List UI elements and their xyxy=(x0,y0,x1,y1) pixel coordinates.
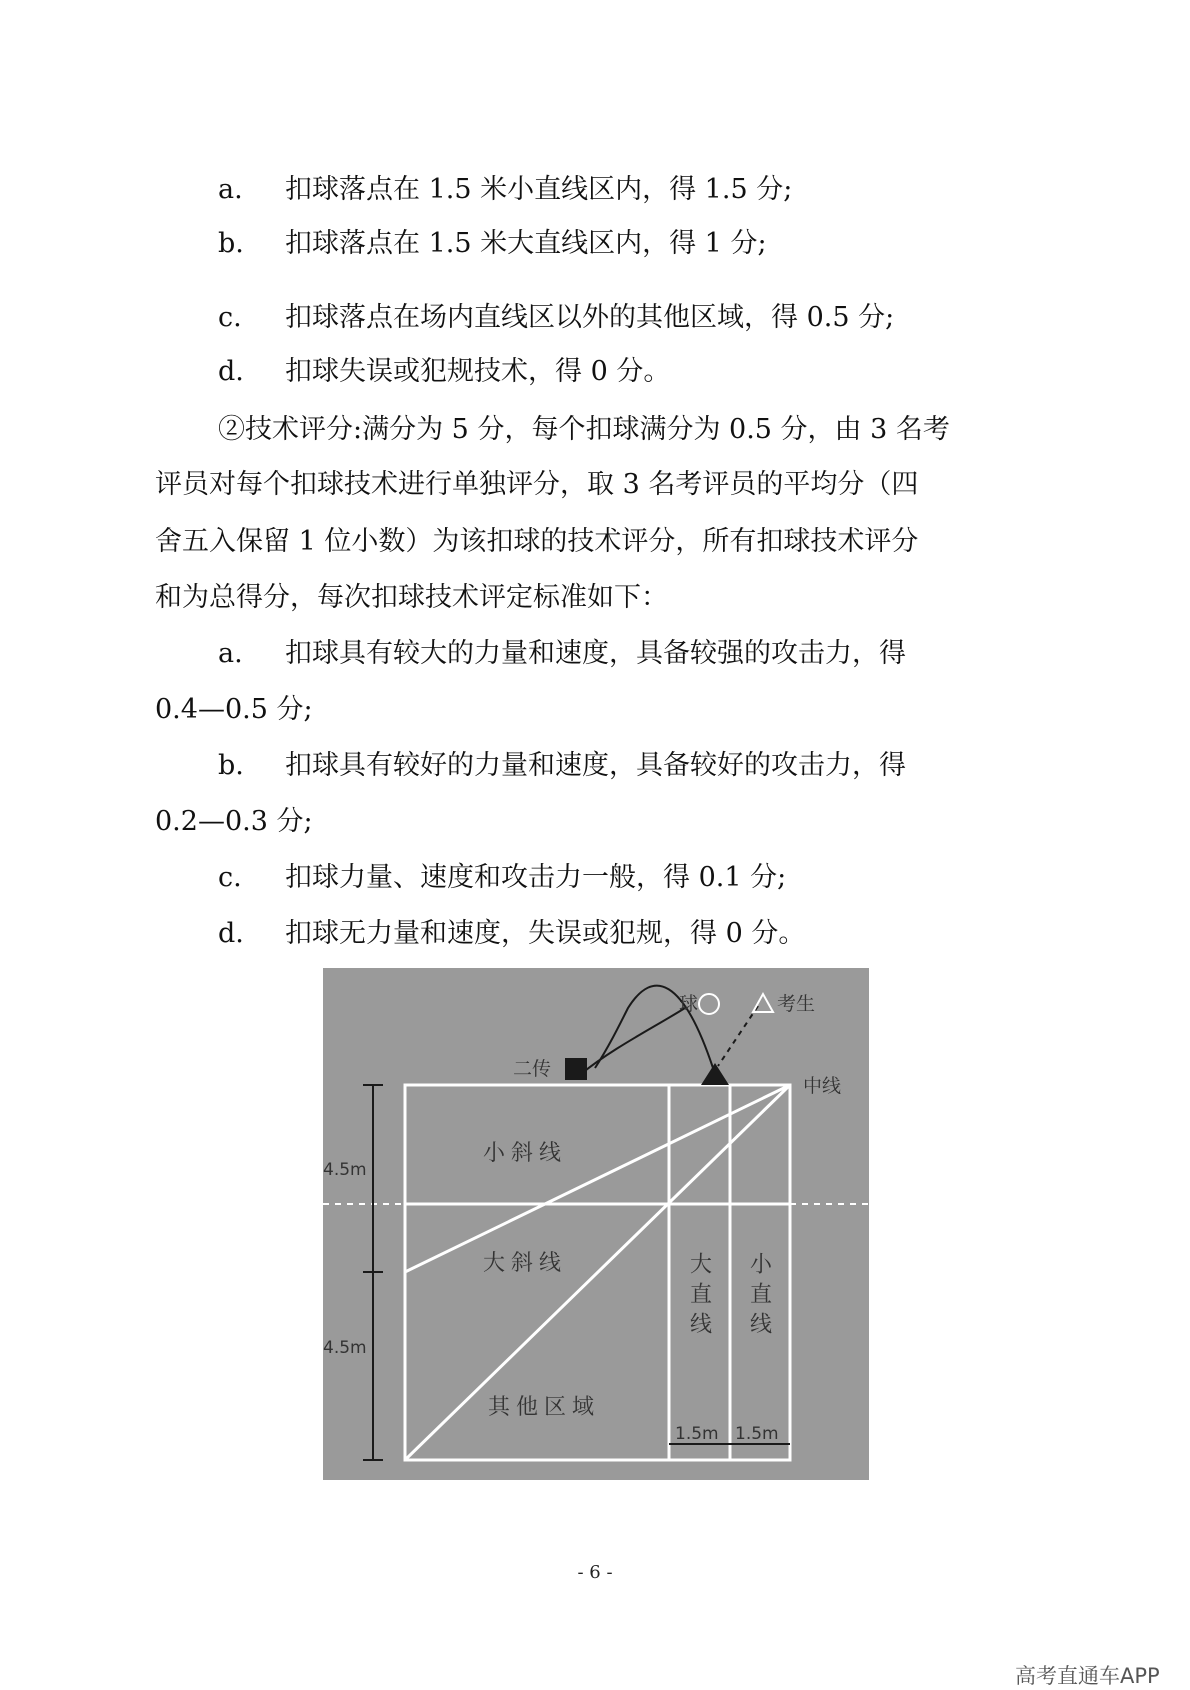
label-dim-upper: 4.5m xyxy=(323,1160,367,1180)
rule-c-marker: c. xyxy=(218,302,242,333)
technique-c-text: 扣球力量、速度和攻击力一般，得 0.1 分; xyxy=(285,862,787,893)
technique-b-marker: b. xyxy=(218,750,244,781)
rule-a-marker: a. xyxy=(218,174,243,205)
label-small-straight: 小直线 xyxy=(746,1252,772,1342)
technique-line-2: 评员对每个扣球技术进行单独评分，取 3 名考评员的平均分（四 xyxy=(155,469,919,500)
technique-d-text: 扣球无力量和速度，失误或犯规，得 0 分。 xyxy=(285,918,806,949)
technique-a-text: 扣球具有较大的力量和速度，具备较强的攻击力，得 xyxy=(285,638,906,669)
technique-line-1: ②技术评分:满分为 5 分，每个扣球满分为 0.5 分，由 3 名考 xyxy=(218,414,950,445)
label-large-diagonal: 大斜线 xyxy=(483,1251,568,1276)
technique-a-marker: a. xyxy=(218,638,243,669)
technique-line-4: 和为总得分，每次扣球技术评定标准如下： xyxy=(155,582,668,613)
label-ball: 球 xyxy=(679,993,699,1015)
technique-c-marker: c. xyxy=(218,862,242,893)
label-setter: 二传 xyxy=(513,1058,552,1080)
setter-marker xyxy=(565,1058,587,1080)
technique-b-cont: 0.2—0.3 分; xyxy=(155,806,313,837)
label-large-straight: 大直线 xyxy=(686,1252,712,1342)
technique-line-3: 舍五入保留 1 位小数）为该扣球的技术评分，所有扣球技术评分 xyxy=(155,526,919,557)
label-width-large: 1.5m xyxy=(675,1424,719,1444)
label-other-area: 其他区域 xyxy=(488,1395,601,1420)
rule-d-text: 扣球失误或犯规技术，得 0 分。 xyxy=(285,356,671,387)
technique-d-marker: d. xyxy=(218,918,244,949)
label-dim-lower: 4.5m xyxy=(323,1338,367,1358)
watermark: 高考直通车APP xyxy=(1015,1664,1160,1688)
label-width-small: 1.5m xyxy=(735,1424,779,1444)
label-center-line: 中线 xyxy=(803,1075,842,1097)
rule-a-text: 扣球落点在 1.5 米小直线区内，得 1.5 分; xyxy=(285,174,793,205)
rule-b-marker: b. xyxy=(218,228,244,259)
label-small-diagonal: 小斜线 xyxy=(483,1141,568,1166)
rule-d-marker: d. xyxy=(218,356,244,387)
court-diagram xyxy=(323,968,869,1480)
label-examinee: 考生 xyxy=(777,993,816,1015)
technique-a-cont: 0.4—0.5 分; xyxy=(155,694,313,725)
page-number: - 6 - xyxy=(577,1562,613,1583)
technique-b-text: 扣球具有较好的力量和速度，具备较好的攻击力，得 xyxy=(285,750,906,781)
rule-b-text: 扣球落点在 1.5 米大直线区内，得 1 分; xyxy=(285,228,767,259)
rule-c-text: 扣球落点在场内直线区以外的其他区域，得 0.5 分; xyxy=(285,302,895,333)
